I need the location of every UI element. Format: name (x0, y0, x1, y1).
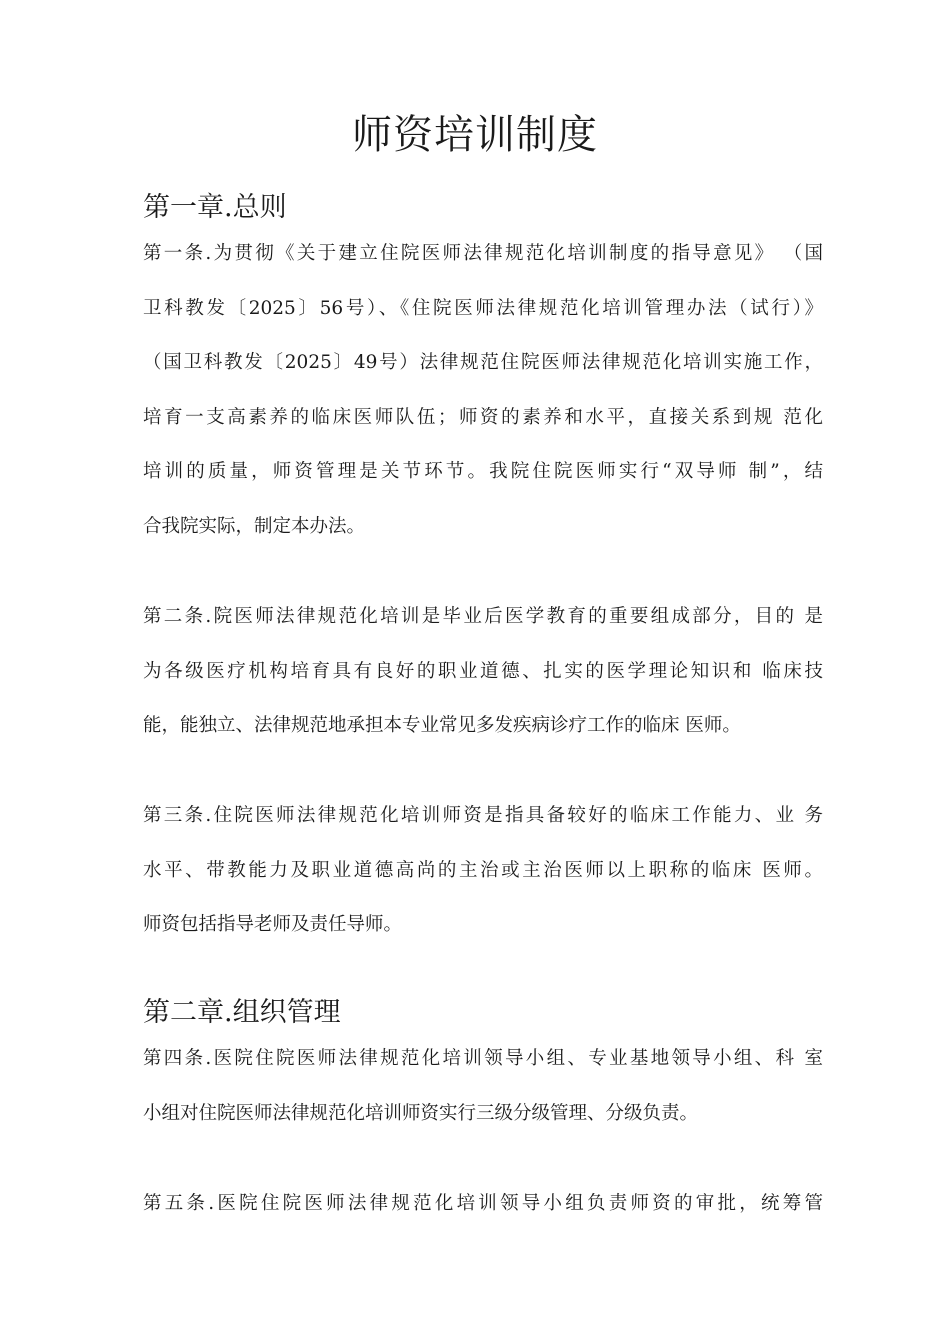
chapter-heading: 第二章.组织管理 (143, 997, 341, 1028)
paragraph-line: 第四条.医院住院医师法律规范化培训领导小组、专业基地领导小组、科 室 (143, 1048, 823, 1069)
paragraph-line: 小组对住院医师法律规范化培训师资实行三级分级管理、分级负责。 (143, 1102, 699, 1124)
paragraph-line: 师资包括指导老师及责任导师。 (143, 914, 403, 935)
article-paragraph (143, 1177, 823, 1232)
paragraph-line: 合我院实际，制定本办法。 (143, 515, 366, 537)
paragraph-line: 水平、带教能力及职业道德高尚的主治或主治医师以上职称的临床 医师。 (143, 859, 823, 881)
document-title: 师资培训制度 (352, 112, 598, 158)
paragraph-line: 为各级医疗机构培育具有良好的职业道德、扎实的医学理论知识和 临床技 (143, 660, 823, 682)
paragraph-line: 培育一支高素养的临床医师队伍；师资的素养和水平，直接关系到规 范化 (143, 406, 823, 428)
paragraph-line: 第二条.院医师法律规范化培训是毕业后医学教育的重要组成部分，目的 是 (143, 606, 823, 627)
chapter-heading: 第一章.总则 (143, 192, 287, 223)
paragraph-line: 第三条.住院医师法律规范化培训师资是指具备较好的临床工作能力、业 务 (143, 805, 823, 826)
article-paragraph (143, 590, 823, 754)
paragraph-line: （国卫科教发〔2025〕49号）法律规范住院医师法律规范化培训实施工作， (143, 352, 823, 373)
article-paragraph (143, 789, 823, 953)
paragraph-line: 第五条.医院住院医师法律规范化培训领导小组负责师资的审批，统筹管 (143, 1193, 823, 1214)
paragraph-line: 第一条.为贯彻《关于建立住院医师法律规范化培训制度的指导意见》 （国 (143, 243, 823, 264)
article-paragraph (143, 227, 823, 554)
paragraph-line: 能，能独立、法律规范地承担本专业常见多发疾病诊疗工作的临床 医师。 (143, 715, 741, 736)
paragraph-line: 卫科教发〔2025〕56号）、《住院医师法律规范化培训管理办法（试行）》 (143, 297, 823, 319)
paragraph-line: 培训的质量，师资管理是关节环节。我院住院医师实行“双导师 制”，结 (143, 461, 823, 482)
article-paragraph (143, 1032, 823, 1141)
